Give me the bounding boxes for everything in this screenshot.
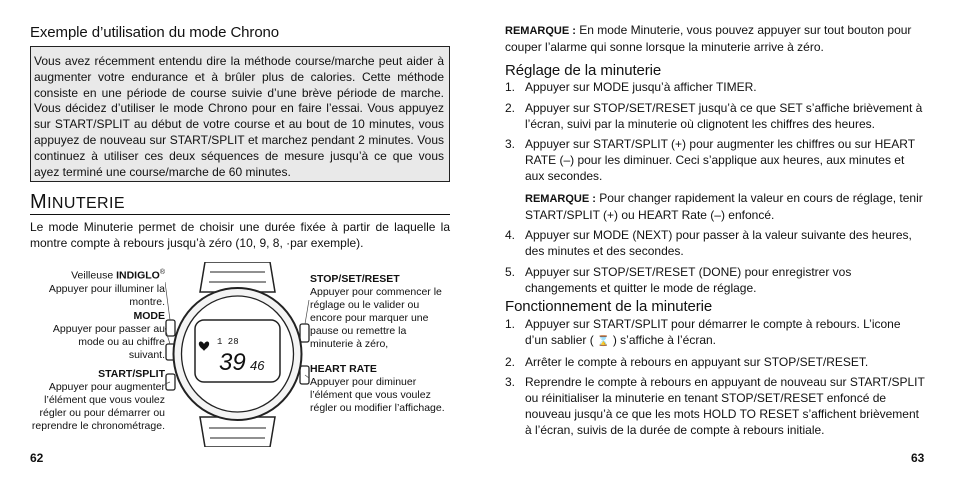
minuterie-heading-rest: INUTERIE — [47, 195, 125, 212]
callout-stopsetreset-text: Appuyer pour commencer le réglage ou le valider ou encore pour marquer une pause ou remettre la minuterie à zéro, — [310, 286, 442, 350]
callout-indiglo — [40, 266, 165, 309]
watch-secondary-readout: 46 — [250, 358, 265, 373]
step-text: Appuyer sur STOP/SET/RESET (DONE) pour enregistrer vos changements et quitter le mode de réglage. — [525, 264, 852, 295]
fonctionnement-steps — [505, 317, 925, 444]
step-number: 3. — [505, 137, 516, 152]
step-number: 3. — [505, 375, 516, 390]
stop-set-reset-button[interactable] — [300, 324, 309, 342]
exemple-text: Vous avez récemment entendu dire la méthode course/marche peut aider à augmenter votre endurance et à brûler plus de calories. Cette méthode consiste en une période de course suivie d’une brève période de marche. Vous décidez d’utiliser le mode Chrono pour en faire l’essai. Vous appuyez sur START/SPLIT au début de votre course et au bout de 10 minutes, vous appuyez de nouveau sur START/SPLIT et marchez pendant 2 minutes. Vous continuez à utiliser ces deux séquences de mesure jusqu’à ce que vous ayez terminé une course/marche de 60 minutes. — [34, 54, 444, 179]
callout-heartrate-name: HEART RATE — [310, 363, 377, 375]
minuterie-heading-initial: M — [30, 191, 48, 213]
note-text: Pour changer rapidement la valeur en cours de réglage, tenir START/SPLIT (+) ou HEART Rate (–) enfoncé. — [525, 190, 923, 222]
list-item — [505, 317, 925, 350]
step-number: 2. — [505, 100, 516, 115]
start-split-button[interactable] — [166, 374, 175, 390]
callout-mode-name: MODE — [133, 310, 165, 322]
remarque-label: REMARQUE : — [505, 25, 576, 37]
step-text: Appuyer sur START/SPLIT (+) pour augmenter les chiffres ou sur HEART RATE (–) pour les diminuer. Ceci s’applique aux heures, aux minutes et aux secondes. — [525, 137, 915, 183]
fonctionnement-heading: Fonctionnement de la minuterie — [505, 298, 713, 315]
step-text-end: ) s’affiche à l’écran. — [609, 332, 716, 347]
step-text: Appuyer sur MODE jusqu’à afficher TIMER. — [525, 80, 757, 94]
watch-illustration — [165, 262, 310, 447]
minuterie-intro: Le mode Minuterie permet de choisir une durée fixée à partir de laquelle la montre compte à rebours jusqu’à zéro (10, 9, 8, ·par exemple). — [30, 220, 450, 250]
list-item — [505, 355, 925, 371]
exemple-box — [30, 46, 450, 182]
callout-startsplit-name: START/SPLIT — [98, 368, 165, 380]
callout-mode — [40, 310, 165, 362]
reglage-heading: Réglage de la minuterie — [505, 62, 662, 79]
reglage-steps — [505, 80, 925, 302]
step-note — [525, 191, 925, 224]
leader-line — [165, 282, 170, 320]
callout-stopsetreset-name: STOP/SET/RESET — [310, 273, 400, 285]
heart-rate-button[interactable] — [300, 366, 309, 384]
exemple-heading: Exemple d’utilisation du mode Chrono — [30, 24, 280, 41]
page-number: 62 — [30, 451, 44, 465]
step-text: Arrêter le compte à rebours en appuyant sur STOP/SET/RESET. — [525, 354, 869, 369]
callout-startsplit-text: Appuyer pour augmenter l’élément que vous voulez régler ou pour démarrer ou reprendre le chronométrage. — [31, 381, 165, 432]
step-number: 1. — [505, 80, 516, 94]
remarque-note — [505, 23, 925, 56]
callout-indiglo-prefix: Veilleuse — [71, 269, 117, 282]
step-number: 2. — [505, 354, 516, 369]
step-number: 4. — [505, 228, 516, 243]
list-item — [505, 375, 925, 438]
callout-indiglo-name: INDIGLO — [116, 269, 160, 282]
leader-line — [305, 300, 309, 324]
page-number: 63 — [911, 451, 925, 465]
watch-strap-bottom — [200, 417, 275, 447]
step-text: Reprendre le compte à rebours en appuyant de nouveau sur START/SPLIT ou réinitialiser la minuterie en tenant STOP/SET/RESET enfoncé de nouveau jusqu’à ce que les mots HOLD TO RESET s’affichent brièvement à l’écran, suivis de la durée de compte à rebours initiale. — [525, 375, 925, 437]
hourglass-icon: ⌛ — [597, 335, 610, 347]
callout-startsplit — [20, 368, 165, 433]
list-item — [505, 265, 925, 297]
step-number: 1. — [505, 317, 516, 331]
watch-main-readout: 39 — [219, 349, 246, 376]
list-item — [505, 80, 925, 96]
watch-top-readout: 1 28 — [217, 337, 239, 347]
callout-indiglo-text: Appuyer pour illuminer la montre. — [48, 282, 165, 308]
registered-mark: ® — [159, 269, 165, 276]
step-text: Appuyer sur START/SPLIT pour démarrer le compte à rebours. L’icone d’un sablier ( — [525, 317, 901, 347]
callout-heartrate — [310, 363, 450, 415]
callout-stopsetreset — [310, 273, 450, 351]
step-text: Appuyer sur MODE (NEXT) pour passer à la valeur suivante des heures, des minutes et des secondes. — [525, 228, 912, 259]
list-item — [505, 101, 925, 133]
list-item — [505, 137, 925, 223]
callout-heartrate-text: Appuyer pour diminuer l’élément que vous voulez régler ou modifier l’affichage. — [310, 376, 445, 414]
section-divider — [30, 214, 450, 215]
right-page — [477, 0, 954, 477]
note-label: REMARQUE : — [525, 192, 596, 205]
list-item — [505, 228, 925, 260]
step-text: Appuyer sur STOP/SET/RESET jusqu’à ce que SET s’affiche brièvement à l’écran, suivi par la minuterie où clignotent les chiffres des heures. — [525, 100, 923, 131]
minuterie-heading — [30, 191, 125, 214]
indiglo-button[interactable] — [166, 320, 175, 336]
remarque-text: En mode Minuterie, vous pouvez appuyer sur tout bouton pour couper l’alarme qui sonne lorsque la minuterie arrive à zéro. — [505, 23, 912, 54]
step-number: 5. — [505, 264, 516, 279]
callout-mode-text: Appuyer pour passer au mode ou au chiffre suivant. — [52, 323, 165, 361]
